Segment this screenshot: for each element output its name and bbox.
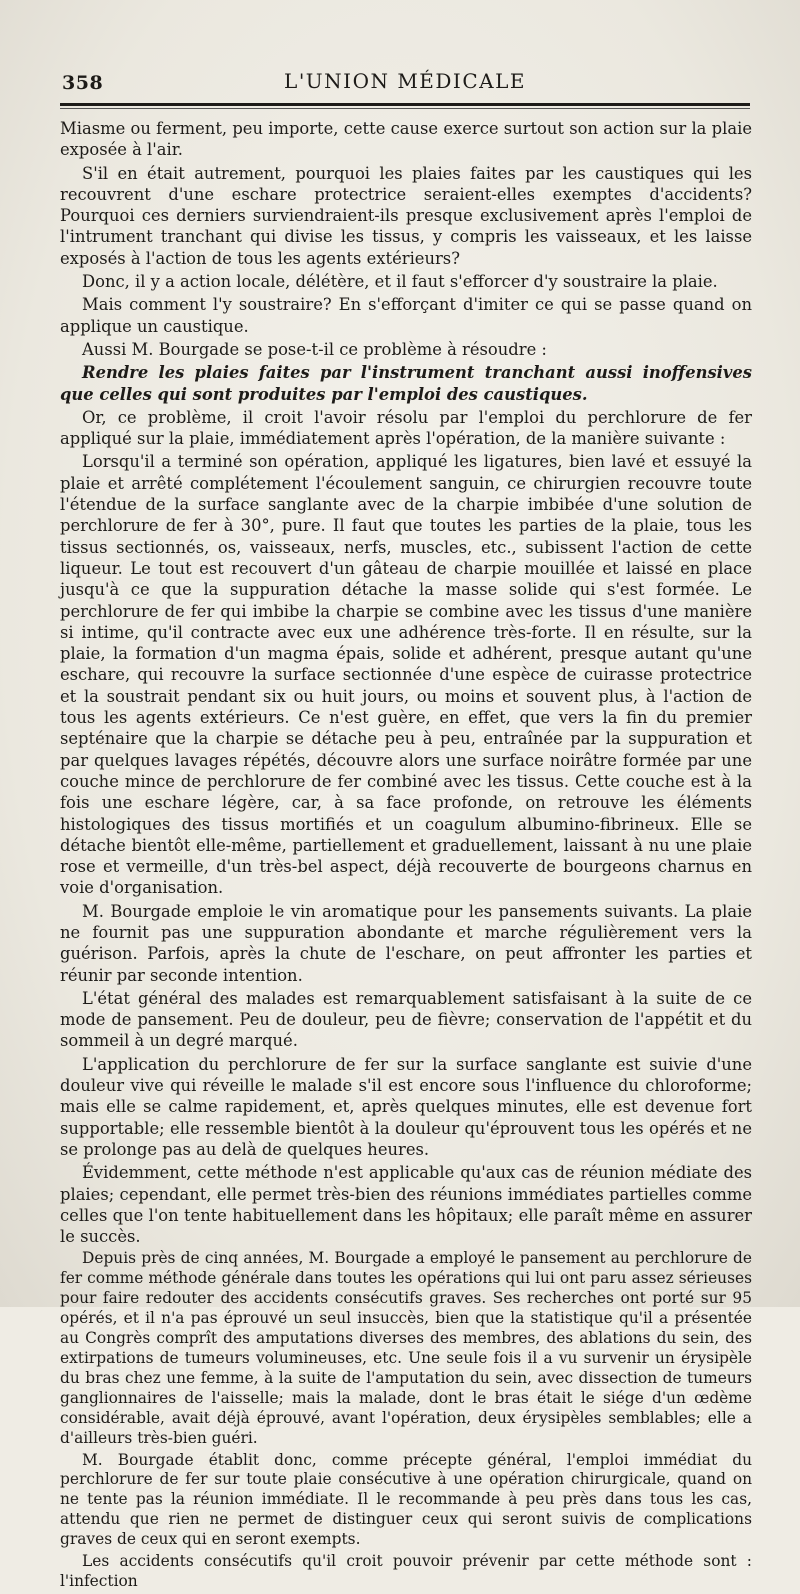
running-title: L'UNION MÉDICALE [284, 69, 526, 93]
paragraph-4: Mais comment l'y soustraire? En s'efforçant d'imiter ce qui se passe quand on applique un caustique. [60, 295, 752, 336]
paragraph-12: Évidemment, cette méthode n'est applicable qu'aux cas de réunion médiate des plaies; cependant, elle permet très-bien des réunions immédiates partielles comme celles que l'on tente habituellement dans les hôpitaux; elle paraît même en assurer le succès. [60, 1163, 752, 1247]
paragraph-1: Miasme ou ferment, peu importe, cette cause exerce surtout son action sur la plaie exposée à l'air. [60, 119, 752, 160]
article-body [60, 118, 752, 1594]
paragraph-13: Depuis près de cinq années, M. Bourgade a employé le pansement au perchlorure de fer comme méthode générale dans toutes les opérations qui lui ont paru assez sérieuses pour faire redouter des accidents consécutifs graves. Ses recherches ont porté sur 95 opérés, et il n'a pas éprouvé un seul insuccès, bien que la statistique qu'il a présentée au Congrès comprît des amputations diverses des membres, des ablations du sein, des extirpations de tumeurs volumineuses, etc. Une seule fois il a vu survenir un érysipèle du bras chez une femme, à la suite de l'amputation du sein, avec dissection de tumeurs ganglionnaires de l'aisselle; mais la malade, dont le bras était le siége d'un œdème considérable, avait déjà éprouvé, avant l'opération, deux érysipèles semblables; elle a d'ailleurs très-bien guéri. [60, 1249, 752, 1447]
header-rule-thin [60, 108, 750, 109]
paragraph-2: S'il en était autrement, pourquoi les plaies faites par les caustiques qui les recouvrent d'une eschare protectrice seraient-elles exemptes d'accidents? Pourquoi ces derniers surviendraient-ils presque exclusivement après l'emploi de l'intrument tranchant qui divise les tissus, y compris les vaisseaux, et les laisse exposés à l'action de tous les agents extérieurs? [60, 163, 752, 268]
paragraph-3: Donc, il y a action locale, délétère, et il faut s'efforcer d'y soustraire la plaie. [82, 272, 718, 292]
header-rule [60, 103, 750, 106]
page-header [60, 66, 750, 100]
paragraph-9: M. Bourgade emploie le vin aromatique pour les pansements suivants. La plaie ne fournit pas une suppuration abondante et marche régulièrement vers la guérison. Parfois, après la chute de l'eschare, on peut affronter les parties et réunir par seconde intention. [60, 901, 752, 985]
paragraph-14: M. Bourgade établit donc, comme précepte général, l'emploi immédiat du perchlorure de fer sur toute plaie consécutive à une opération chirurgicale, quand on ne tente pas la réunion immédiate. Il le recommande à peu près dans tous les cas, attendu que rien ne permet de distinguer ceux qui seront suivis de complications graves de ceux qui en seront exempts. [60, 1450, 752, 1549]
paragraph-8: Lorsqu'il a terminé son opération, appliqué les ligatures, bien lavé et essuyé la plaie et arrêté complétement l'écoulement sanguin, ce chirurgien recouvre toute l'étendue de la surface sanglante avec de la charpie imbibée d'une solution de perchlorure de fer à 30°, pure. Il faut que toutes les parties de la plaie, tous les tissus sectionnés, os, vaisseaux, nerfs, muscles, etc., subissent l'action de cette liqueur. Le tout est recouvert d'un gâteau de charpie mouillée et laissé en place jusqu'à ce que la suppuration détache la masse solide qui s'est formée. Le perchlorure de fer qui imbibe la charpie se combine avec les tissus d'une manière si intime, qu'il contracte avec eux une adhérence très-forte. Il en résulte, sur la plaie, la formation d'un magma épais, solide et adhérent, presque autant qu'une eschare, qui recouvre la surface sectionnée d'une espèce de cuirasse protectrice et la soustrait pendant six ou huit jours, ou moins et souvent plus, à l'action de tous les agents extérieurs. Ce n'est guère, en effet, que vers la fin du premier septénaire que la charpie se détache peu à peu, entraînée par la suppuration et par quelques lavages répétés, découvre alors une surface noirâtre formée par une couche mince de perchlorure de fer combiné avec les tissus. Cette couche est à la fois une eschare légère, car, à sa face profonde, on retrouve les éléments histologiques des tissus mortifiés et un coagulum albumino-fibrineux. Elle se détache bientôt elle-même, partiellement et graduellement, laissant à nu une plaie rose et vermeille, d'un très-bel aspect, déjà recouverte de bourgeons charnus en voie d'organisation. [60, 452, 752, 898]
paragraph-15: Les accidents consécutifs qu'il croit pouvoir prévenir par cette méthode sont : l'infection [60, 1552, 752, 1590]
paragraph-11: L'application du perchlorure de fer sur la surface sanglante est suivie d'une douleur vive qui réveille le malade s'il est encore sous l'influence du chloroforme; mais elle se calme rapidement, et, après quelques minutes, elle est devenue fort supportable; elle ressemble bientôt à la douleur qu'éprouvent tous les opérés et ne se prolonge pas au delà de quelques heures. [60, 1054, 752, 1159]
problem-statement: Rendre les plaies faites par l'instrument tranchant aussi inoffensives que celles qui sont produites par l'emploi des caustiques. [60, 363, 752, 404]
paragraph-10: L'état général des malades est remarquablement satisfaisant à la suite de ce mode de pansement. Peu de douleur, peu de fièvre; conservation de l'appétit et du sommeil à un degré marqué. [60, 988, 752, 1051]
paragraph-5: Aussi M. Bourgade se pose-t-il ce problème à résoudre : [82, 339, 547, 359]
paragraph-7: Or, ce problème, il croit l'avoir résolu par l'emploi du perchlorure de fer appliqué sur la plaie, immédiatement après l'opération, de la manière suivante : [60, 407, 752, 449]
page-number: 358 [62, 72, 104, 94]
